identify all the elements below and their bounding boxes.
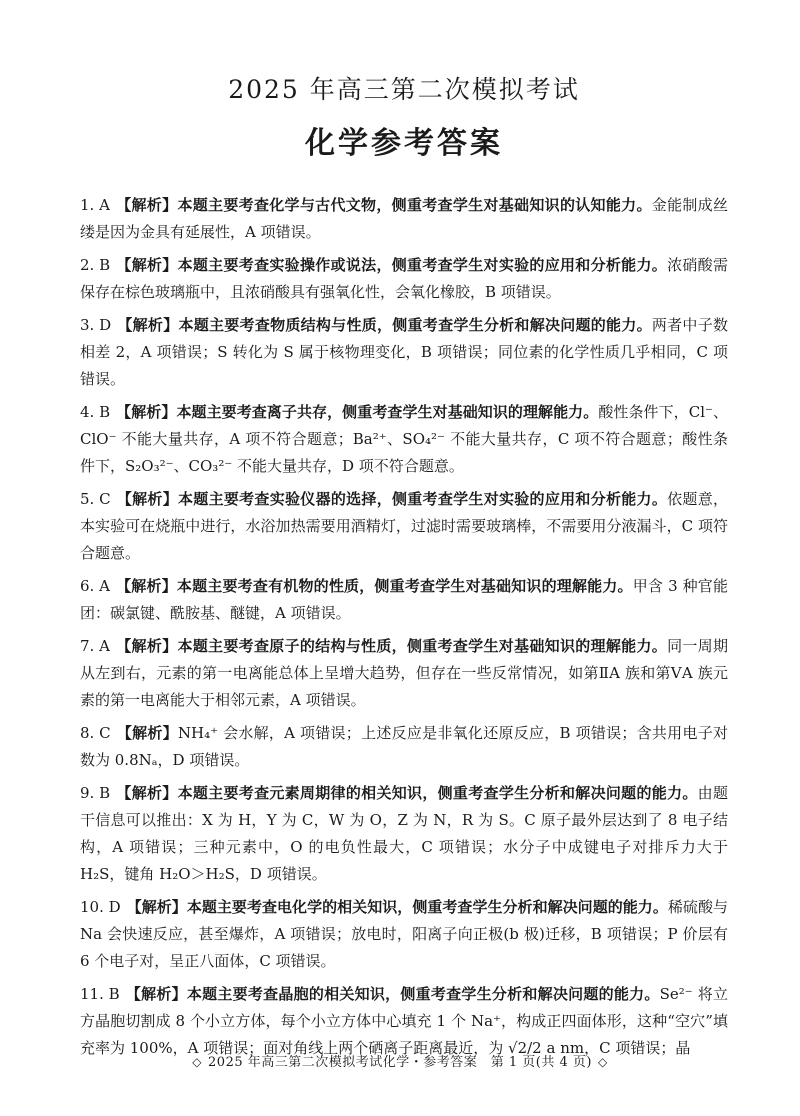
analysis-text: 甲含 3 种官能团：碳氯键、酰胺基、醚键，A 项错误。 (80, 577, 728, 622)
answer-item-6 (80, 573, 728, 627)
analysis-lead: 本题主要考查晶胞的相关知识，侧重考查学生分析和解决问题的能力。 (186, 985, 660, 1003)
answer-item-8 (80, 720, 728, 774)
answer-number: 1. A (80, 196, 110, 214)
analysis-text: 酸性条件下，Cl⁻、ClO⁻ 不能大量共存，A 项不符合题意；Ba²⁺、SO₄²⁻ 不能大量共存，C 项不符合题意；酸性条件下，S₂O₃²⁻、CO₃²⁻ 不能大量共存，D 项不符合题意。 (80, 403, 728, 475)
analysis-tag: 【解析】 (116, 403, 177, 421)
analysis-text: NH₄⁺ 会水解，A 项错误；上述反应是非氧化还原反应，B 项错误；含共用电子对数为 0.8Nₐ，D 项错误。 (80, 724, 728, 769)
analysis-tag: 【解析】 (115, 637, 178, 655)
analysis-text: 浓硝酸需保存在棕色玻璃瓶中，且浓硝酸具有强氧化性，会氧化橡胶，B 项错误。 (80, 256, 728, 301)
analysis-lead: 本题主要考查离子共存，侧重考查学生对基础知识的理解能力。 (176, 403, 599, 421)
analysis-tag: 【解析】 (125, 985, 187, 1003)
analysis-text: 两者中子数相差 2，A 项错误；S 转化为 S 属于核物理变化，B 项错误；同位素的化学性质几乎相同，C 项错误。 (80, 316, 728, 388)
answer-number: 5. C (80, 490, 111, 508)
footer-text: 2025 年高三第二次模拟考试化学・参考答案 第 1 页(共 4 页) (208, 1055, 592, 1070)
answer-number: 2. B (80, 256, 111, 274)
exam-title: 2025 年高三第二次模拟考试 (228, 75, 580, 104)
answer-item-5 (80, 486, 728, 567)
answer-number: 10. D (80, 898, 121, 916)
analysis-text: 金能制成丝缕是因为金具有延展性，A 项错误。 (80, 196, 728, 241)
analysis-tag: 【解析】 (116, 490, 178, 508)
analysis-tag: 【解析】 (116, 724, 178, 742)
answer-number: 4. B (80, 403, 111, 421)
analysis-lead: 本题主要考查实验操作或说法，侧重考查学生对实验的应用和分析能力。 (177, 256, 668, 274)
answer-number: 7. A (80, 637, 110, 655)
page-footer (0, 1051, 800, 1070)
answer-title: 化学参考答案 (305, 126, 503, 161)
analysis-tag: 【解析】 (117, 316, 179, 334)
diamond-right-icon: ◇ (597, 1055, 608, 1069)
analysis-text: 依题意，本实验可在烧瓶中进行，水浴加热需要用酒精灯，过滤时需要玻璃棒，不需要用分液漏斗，C 项符合题意。 (80, 490, 728, 562)
answer-item-2 (80, 252, 728, 306)
answer-item-9 (80, 780, 728, 888)
answer-item-7 (80, 633, 728, 714)
analysis-lead: 本题主要考查实验仪器的选择，侧重考查学生对实验的应用和分析能力。 (178, 490, 668, 508)
answer-number: 6. A (80, 577, 110, 595)
answer-item-4 (80, 399, 728, 480)
diamond-left-icon: ◇ (192, 1055, 203, 1069)
analysis-lead: 本题主要考查原子的结构与性质，侧重考查学生对基础知识的理解能力。 (177, 637, 668, 655)
answer-item-1 (80, 192, 728, 246)
analysis-lead: 本题主要考查化学与古代文物，侧重考查学生对基础知识的认知能力。 (177, 196, 652, 214)
analysis-text: 稀硫酸与 Na 会快速反应，甚至爆炸，A 项错误；放电时，阳离子向正极(b 极)迁移，B 项错误；P 价层有 6 个电子对，呈正八面体，C 项错误。 (80, 898, 728, 970)
answer-number: 11. B (80, 985, 120, 1003)
analysis-lead: 本题主要考查有机物的性质，侧重考查学生对基础知识的理解能力。 (176, 577, 633, 595)
answer-item-11 (80, 981, 728, 1062)
analysis-tag: 【解析】 (126, 898, 187, 916)
analysis-text: 同一周期从左到右，元素的第一电离能总体上呈增大趋势，但存在一些反常情况，如第ⅡA 族和第ⅤA 族元素的第一电离能大于相邻元素，A 项错误。 (80, 637, 728, 709)
analysis-lead: 本题主要考查电化学的相关知识，侧重考查学生分析和解决问题的能力。 (186, 898, 668, 916)
analysis-lead: 本题主要考查物质结构与性质，侧重考查学生分析和解决问题的能力。 (178, 316, 652, 334)
answer-item-10 (80, 894, 728, 975)
analysis-tag: 【解析】 (116, 784, 178, 802)
answer-list (80, 192, 728, 1062)
analysis-lead: 本题主要考查元素周期律的相关知识，侧重考查学生分析和解决问题的能力。 (177, 784, 698, 802)
answer-number: 8. C (80, 724, 111, 742)
analysis-text: 由题干信息可以推出：X 为 H，Y 为 C，W 为 O，Z 为 N，R 为 S。C 原子最外层达到了 8 电子结构，A 项错误；三种元素中，O 的电负性最大，C 项错误；水分子中成键电子对排斥力大于 H₂S，键角 H₂O＞H₂S，D 项错误。 (80, 784, 728, 883)
answer-item-3 (80, 312, 728, 393)
analysis-text: Se²⁻ 将立方晶胞切割成 8 个小立方体，每个小立方体中心填充 1 个 Na⁺，构成正四面体形，这种“空穴”填充率为 100%，A 项错误；面对角线上两个硒离子距离最近，为 √2/2 a nm，C 项错误；晶 (80, 985, 728, 1057)
analysis-tag: 【解析】 (115, 196, 178, 214)
analysis-tag: 【解析】 (116, 256, 178, 274)
analysis-tag: 【解析】 (115, 577, 177, 595)
answer-number: 9. B (80, 784, 111, 802)
answer-number: 3. D (80, 316, 112, 334)
